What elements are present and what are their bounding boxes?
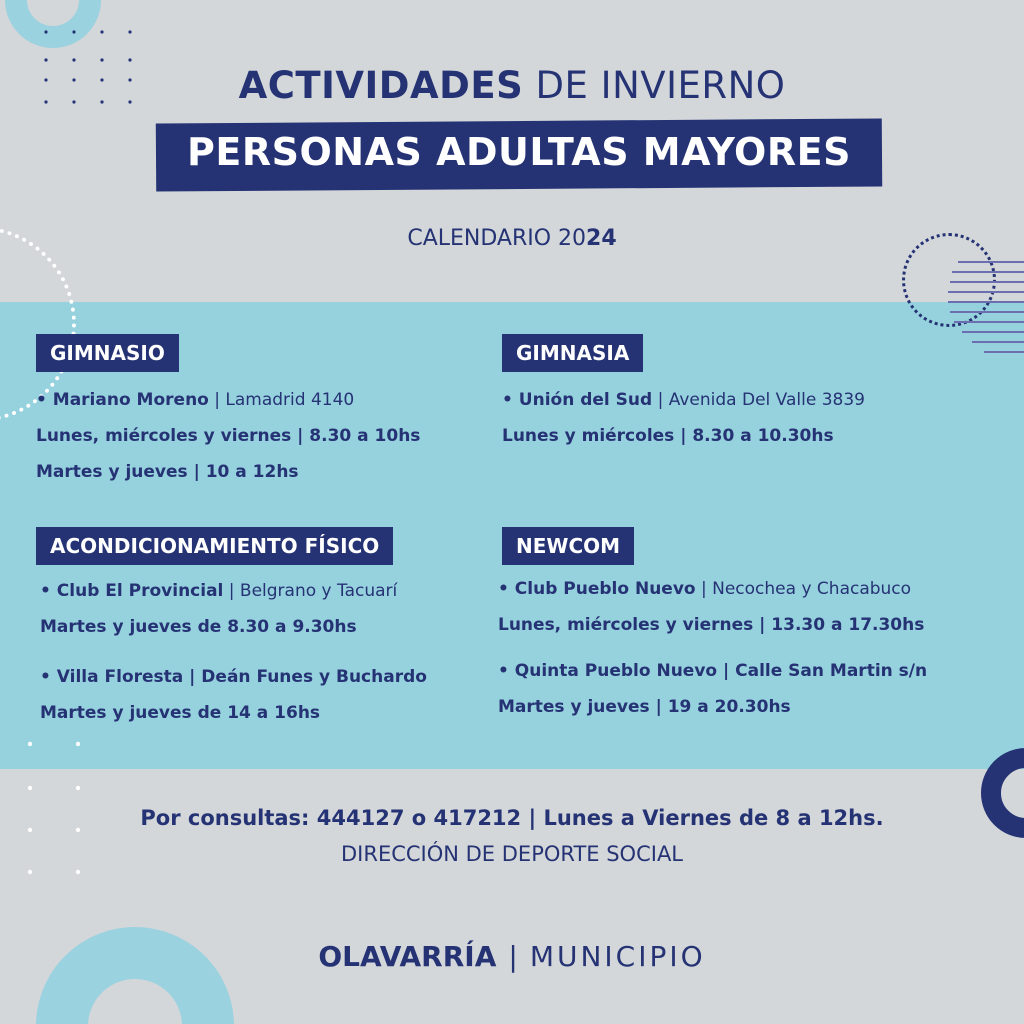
title-rest: DE INVIERNO: [535, 64, 786, 107]
section-label: GIMNASIO: [36, 334, 179, 372]
title-banner-text: PERSONAS ADULTAS MAYORES: [187, 130, 851, 174]
title-line-1: [0, 64, 1024, 107]
venue-line: • Quinta Pueblo Nuevo | Calle San Martin s/n: [498, 661, 928, 681]
venue-name: • Club Pueblo Nuevo: [498, 579, 696, 599]
brand-logo: [0, 940, 1024, 973]
department-name: DIRECCIÓN DE DEPORTE SOCIAL: [340, 842, 684, 866]
venue-name: • Club El Provincial: [40, 581, 224, 601]
venue-line: [498, 571, 927, 607]
schedule-line: Lunes, miércoles y viernes | 13.30 a 17.30hs: [498, 615, 925, 635]
subtitle-suffix: 24: [586, 226, 617, 251]
venue-name: • Mariano Moreno: [36, 390, 209, 410]
venue-address: | Avenida Del Valle 3839: [652, 390, 865, 410]
subtitle-prefix: CALENDARIO 20: [407, 226, 587, 251]
venue-address: | Lamadrid 4140: [208, 390, 355, 410]
schedule-line: Martes y jueves | 19 a 20.30hs: [498, 697, 791, 717]
brand-separator: |: [508, 940, 518, 973]
venue-line: [36, 382, 420, 418]
venue-line: [502, 382, 865, 418]
section-gimnasia: [502, 334, 865, 454]
venue-name: • Unión del Sud: [502, 390, 653, 410]
section-acondicionamiento: [36, 527, 427, 731]
section-newcom: [498, 527, 928, 725]
venue-line: [40, 573, 427, 609]
title-strong: ACTIVIDADES: [238, 64, 524, 107]
section-gimnasio: [36, 334, 420, 490]
section-label: ACONDICIONAMIENTO FÍSICO: [36, 527, 393, 565]
brand-org: MUNICIPIO: [529, 940, 706, 973]
schedule-line: Martes y jueves | 10 a 12hs: [36, 462, 299, 482]
venue-address: | Necochea y Chacabuco: [695, 579, 912, 599]
venue-line: • Villa Floresta | Deán Funes y Buchardo: [40, 667, 427, 687]
schedule-line: Martes y jueves de 14 a 16hs: [40, 703, 321, 723]
venue-address: | Belgrano y Tacuarí: [223, 581, 398, 601]
schedule-line: Martes y jueves de 8.30 a 9.30hs: [40, 617, 357, 637]
brand-name: OLAVARRÍA: [318, 940, 497, 973]
schedule-line: Lunes, miércoles y viernes | 8.30 a 10hs: [36, 426, 421, 446]
contact-info: Por consultas: 444127 o 417212 | Lunes a Viernes de 8 a 12hs.: [140, 806, 884, 830]
calendar-subtitle: [0, 226, 1024, 251]
schedule-line: Lunes y miércoles | 8.30 a 10.30hs: [502, 426, 834, 446]
section-label: NEWCOM: [502, 527, 634, 565]
section-label: GIMNASIA: [502, 334, 643, 372]
decorative-stripes-right: [948, 258, 1024, 358]
